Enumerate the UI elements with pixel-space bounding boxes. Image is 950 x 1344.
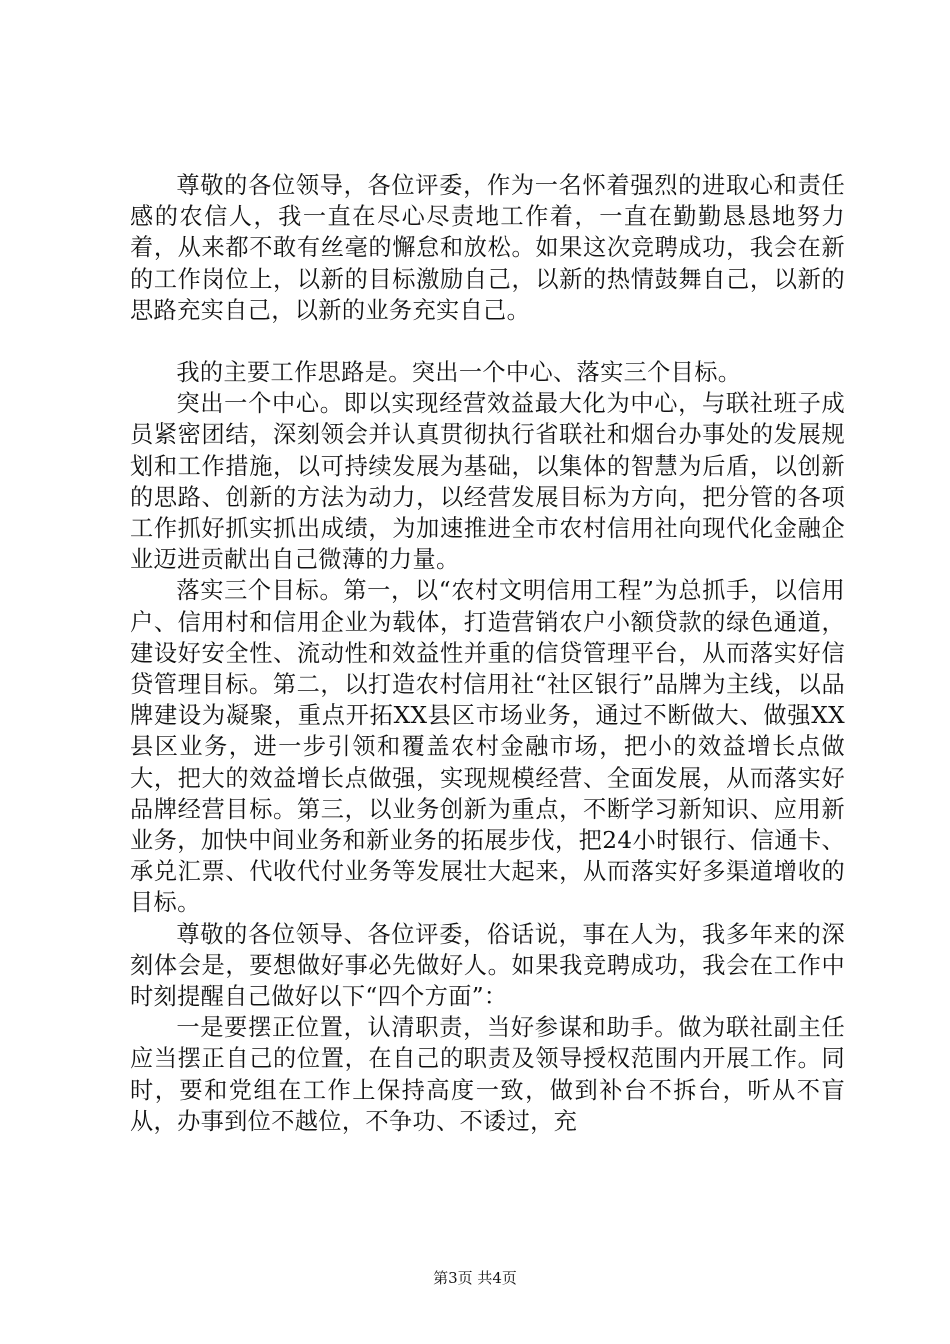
- page-number-footer: 第3页 共4页: [433, 1269, 517, 1287]
- paragraph-work-approach: 我的主要工作思路是。突出一个中心、落实三个目标。: [176, 359, 742, 387]
- paragraph-three-goals: 落实三个目标。第一，以“农村文明信用工程”为总抓手，以信用户、信用村和信用企业为载体，打造营销农户小额贷款的绿色通道，建设好安全性、流动性和效益性并重的信贷管理平台，从而落实好信贷管理目标。第二，以打造农村信用社“社区银行”品牌为主线，以品牌建设为凝聚，重点开拓XX县区市场业务，通过不断做大、做强XX县区业务，进一步引领和覆盖农村金融市场，把小的效益增长点做大，把大的效益增长点做强，实现规模经营、全面发展，从而落实好品牌经营目标。第三，以业务创新为重点，不断学习新知识、应用新业务，加快中间业务和新业务的拓展步伐，把24小时银行、信通卡、承兑汇票、代收代付业务等发展壮大起来，从而落实好多渠道增收的目标。: [130, 577, 845, 917]
- paragraph-four-aspects-intro: 尊敬的各位领导、各位评委，俗话说，事在人为，我多年来的深刻体会是，要想做好事必先做好人。如果我竞聘成功，我会在工作中时刻提醒自己做好以下“四个方面”：: [130, 920, 845, 1011]
- paragraph-gap: [130, 326, 845, 357]
- paragraph-one-center: 突出一个中心。即以实现经营效益最大化为中心，与联社班子成员紧密团结，深刻领会并认真贯彻执行省联社和烟台办事处的发展规划和工作措施，以可持续发展为基础，以集体的智慧为后盾，以创新的思路、创新的方法为动力，以经营发展目标为方向，把分管的各项工作抓好抓实抓出成绩，为加速推进全市农村信用社向现代化金融企业迈进贡献出自己微薄的力量。: [130, 390, 845, 574]
- paragraph-first-aspect: 一是要摆正位置，认清职责，当好参谋和助手。做为联社副主任应当摆正自己的位置，在自己的职责及领导授权范围内开展工作。同时，要和党组在工作上保持高度一致，做到补台不拆台，听从不盲从，办事到位不越位，不争功、不诿过，充: [130, 1014, 845, 1135]
- paragraph-opening: 尊敬的各位领导，各位评委，作为一名怀着强烈的进取心和责任感的农信人，我一直在尽心尽责地工作着，一直在勤勤恳恳地努力着，从来都不敢有丝毫的懈怠和放松。如果这次竞聘成功，我会在新的工作岗位上，以新的目标激励自己，以新的热情鼓舞自己，以新的思路充实自己，以新的业务充实自己。: [130, 172, 845, 324]
- document-body: [130, 170, 845, 1137]
